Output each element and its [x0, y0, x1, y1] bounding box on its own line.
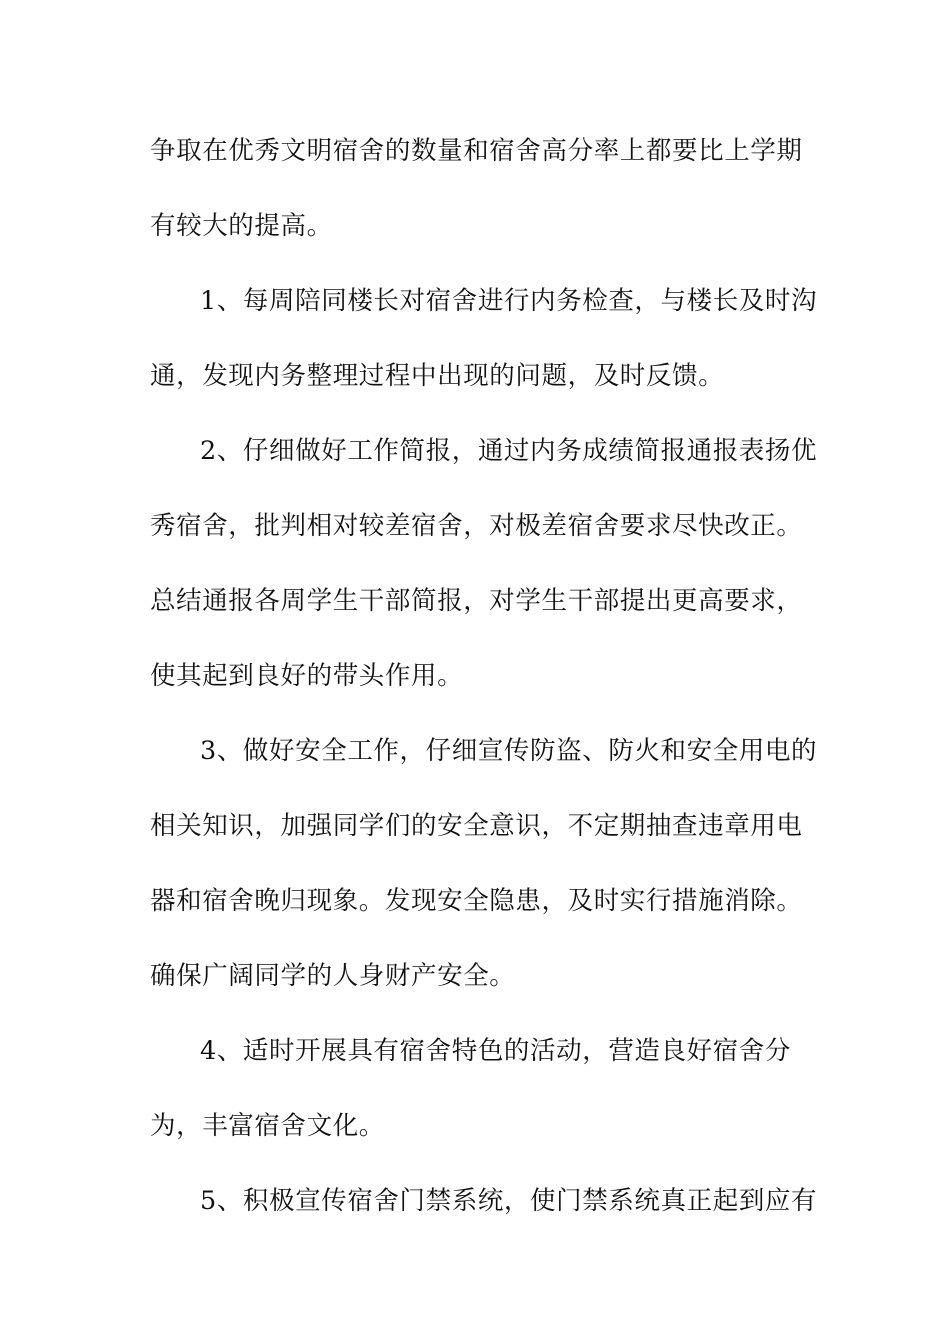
paragraph-item-3-line: 3、做好安全工作，仔细宣传防盗、防火和安全用电的: [200, 736, 818, 766]
text-line: 为，丰富宿舍文化。: [150, 1111, 385, 1141]
text-line: 相关知识，加强同学们的安全意识，不定期抽查违章用电: [150, 811, 803, 841]
text-line: 器和宿舍晚归现象。发现安全隐患，及时实行措施消除。: [150, 886, 803, 916]
paragraph-item-4-line: 4、适时开展具有宿舍特色的活动，营造良好宿舍分: [200, 1036, 792, 1066]
text-line: 有较大的提高。: [150, 211, 333, 241]
text-line: 争取在优秀文明宿舍的数量和宿舍高分率上都要比上学期: [150, 136, 803, 166]
text-line: 确保广阔同学的人身财产安全。: [150, 961, 516, 991]
text-line: 总结通报各周学生干部简报，对学生干部提出更高要求，: [150, 586, 803, 616]
paragraph-item-5-line: 5、积极宣传宿舍门禁系统，使门禁系统真正起到应有: [200, 1186, 818, 1216]
paragraph-item-1-line: 1、每周陪同楼长对宿舍进行内务检查，与楼长及时沟: [200, 286, 818, 316]
text-line: 秀宿舍，批判相对较差宿舍，对极差宿舍要求尽快改正。: [150, 511, 803, 541]
text-line: 使其起到良好的带头作用。: [150, 661, 464, 691]
paragraph-item-2-line: 2、仔细做好工作简报，通过内务成绩简报通报表扬优: [200, 436, 818, 466]
text-line: 通，发现内务整理过程中出现的问题，及时反馈。: [150, 361, 725, 391]
